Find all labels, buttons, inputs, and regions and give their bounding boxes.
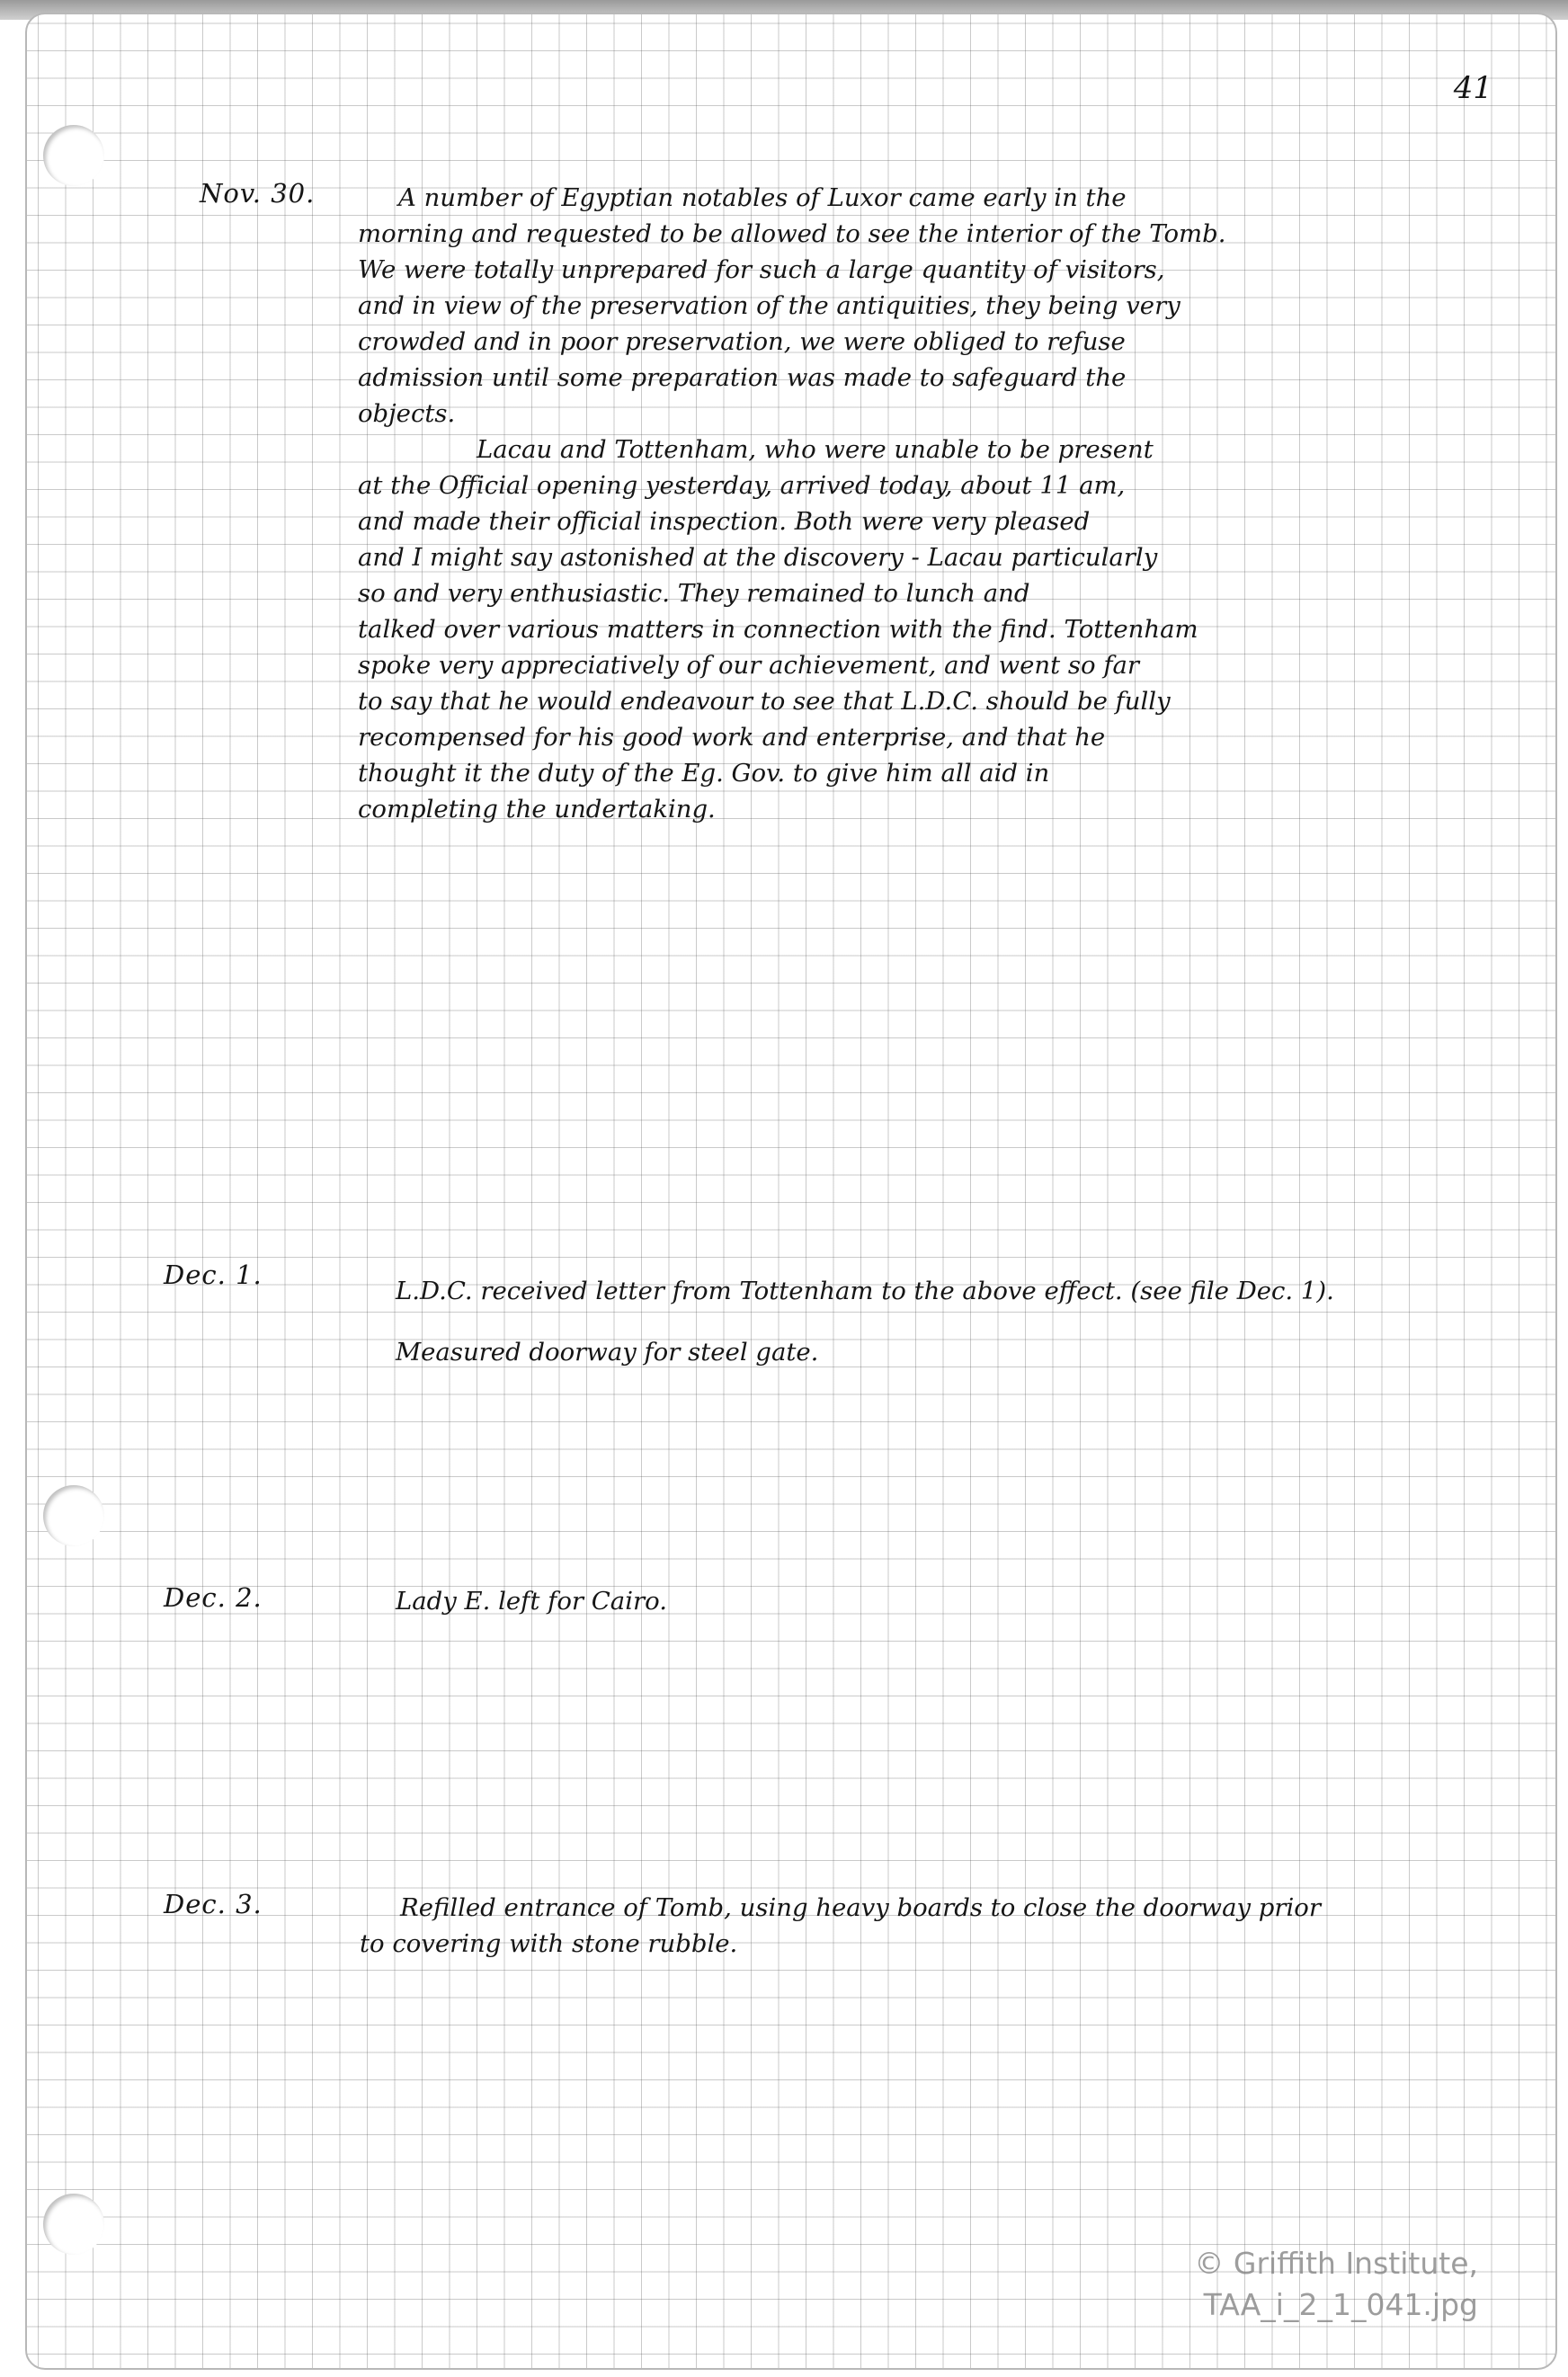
entry-body-dec-1: [396, 1260, 1334, 1383]
entry-line: Lacau and Tottenham, who were unable to be present: [477, 435, 1154, 464]
entry-body-nov-30: [358, 180, 1225, 827]
entry-line: to say that he would endeavour to see that L.D.C. should be fully: [358, 687, 1171, 716]
punch-hole-middle: [43, 1485, 104, 1546]
entry-line: and in view of the preservation of the antiquities, they being very: [358, 291, 1180, 320]
entry-date-dec-1: Dec. 1.: [164, 1260, 263, 1290]
entry-date-dec-2: Dec. 2.: [164, 1582, 263, 1613]
entry-line: Measured doorway for steel gate.: [396, 1338, 819, 1367]
entry-line: Refilled entrance of Tomb, using heavy boards to close the doorway prior: [400, 1893, 1321, 1922]
entry-date-dec-3: Dec. 3.: [164, 1889, 263, 1919]
entry-line: so and very enthusiastic. They remained to lunch and: [358, 579, 1030, 608]
entry-line: Lady E. left for Cairo.: [396, 1587, 667, 1616]
entry-line: and I might say astonished at the discovery - Lacau particularly: [358, 543, 1158, 572]
entry-line: A number of Egyptian notables of Luxor came early in the: [398, 183, 1127, 212]
notebook-page: [25, 13, 1557, 2370]
entry-line: admission until some preparation was made to safeguard the: [358, 363, 1127, 392]
entry-line: talked over various matters in connection with the find. Tottenham: [358, 615, 1198, 644]
entry-line: thought it the duty of the Eg. Gov. to give him all aid in: [358, 759, 1050, 788]
copyright-line: © Griffith Institute,: [1194, 2246, 1478, 2281]
punch-hole-top: [43, 125, 104, 186]
entry-date-nov-30: Nov. 30.: [200, 178, 316, 209]
entry-line: completing the undertaking.: [358, 795, 716, 823]
entry-line: and made their official inspection. Both were very pleased: [358, 507, 1091, 536]
entry-line: objects.: [358, 399, 456, 428]
entry-line: morning and requested to be allowed to see the interior of the Tomb.: [358, 219, 1226, 248]
file-name-line: TAA_i_2_1_041.jpg: [1203, 2287, 1478, 2322]
punch-hole-bottom: [43, 2194, 104, 2255]
entry-line: We were totally unprepared for such a large quantity of visitors,: [358, 255, 1165, 284]
entry-line: at the Official opening yesterday, arrived today, about 11 am,: [358, 471, 1126, 500]
entry-line: spoke very appreciatively of our achievement, and went so far: [358, 651, 1140, 680]
entry-line: L.D.C. received letter from Tottenham to the above effect. (see file Dec. 1).: [396, 1277, 1334, 1305]
entry-line: crowded and in poor preservation, we were obliged to refuse: [358, 327, 1126, 356]
entry-body-dec-3: [360, 1890, 1321, 1962]
entry-line: recompensed for his good work and enterprise, and that he: [358, 723, 1106, 752]
copyright-watermark: [1194, 2243, 1478, 2326]
entry-body-dec-2: [396, 1583, 667, 1619]
page-number: 41: [1453, 70, 1492, 106]
entry-line: to covering with stone rubble.: [360, 1929, 738, 1958]
